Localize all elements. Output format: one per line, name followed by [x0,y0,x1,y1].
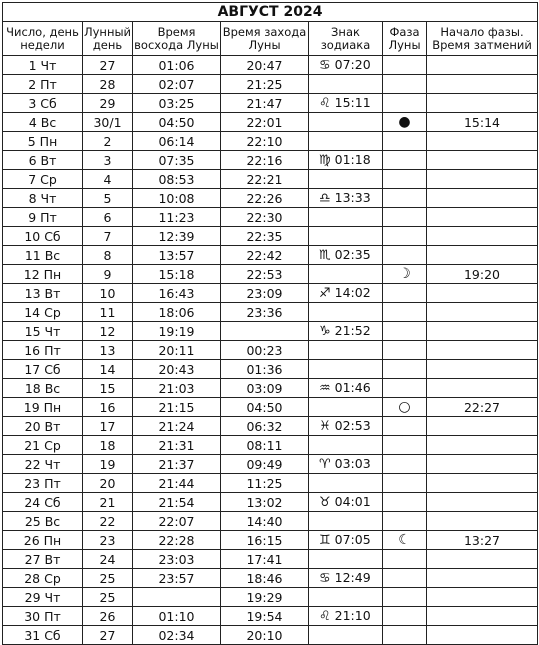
phase-start-cell [427,436,538,455]
zodiac-time: 01:18 [334,152,371,167]
phase-start-cell [427,569,538,588]
zodiac-sign-icon: ♎ [319,191,331,206]
moonrise-cell: 21:03 [133,379,221,398]
zodiac-time: 04:01 [334,494,371,509]
zodiac-cell [309,455,383,474]
day-cell: 2 Пт [3,75,83,94]
moonset-cell: 21:25 [221,75,309,94]
moon-phase-icon [383,607,427,626]
table-row [3,493,538,512]
moonset-cell [221,322,309,341]
lunar-day-cell: 25 [83,569,133,588]
moonrise-cell: 13:57 [133,246,221,265]
moon-phase-icon [383,341,427,360]
moon-phase-icon [383,246,427,265]
table-row [3,569,538,588]
moon-phase-icon [383,569,427,588]
zodiac-sign-icon: ♈ [319,457,331,472]
lunar-day-cell: 29 [83,94,133,113]
table-row [3,303,538,322]
zodiac-time: 03:03 [334,456,371,471]
moonrise-cell: 01:10 [133,607,221,626]
moonrise-cell: 22:07 [133,512,221,531]
lunar-day-cell: 22 [83,512,133,531]
moonrise-cell: 21:24 [133,417,221,436]
phase-start-cell [427,474,538,493]
table-row [3,417,538,436]
moonrise-cell: 18:06 [133,303,221,322]
zodiac-cell [309,189,383,208]
zodiac-cell [309,75,383,94]
table-row [3,208,538,227]
moonset-cell: 09:49 [221,455,309,474]
lunar-day-cell: 10 [83,284,133,303]
moonset-cell: 11:25 [221,474,309,493]
moonset-cell: 13:02 [221,493,309,512]
zodiac-sign-icon: ♏ [319,248,331,263]
zodiac-cell [309,322,383,341]
lunar-day-cell: 9 [83,265,133,284]
phase-start-cell [427,341,538,360]
moon-calendar-table [2,2,538,645]
table-row [3,151,538,170]
day-cell: 23 Пт [3,474,83,493]
table-row [3,113,538,132]
header-phase-start: Начало фазы. Время затмений [427,22,538,56]
lunar-day-cell: 24 [83,550,133,569]
day-cell: 11 Вс [3,246,83,265]
moon-phase-icon [383,132,427,151]
moon-phase-icon [383,189,427,208]
moon-phase-icon [383,56,427,75]
table-row [3,379,538,398]
phase-start-cell [427,322,538,341]
moonrise-cell: 21:44 [133,474,221,493]
lunar-day-cell: 8 [83,246,133,265]
moon-phase-icon [383,151,427,170]
zodiac-cell [309,227,383,246]
lunar-day-cell: 11 [83,303,133,322]
zodiac-cell [309,398,383,417]
phase-start-cell [427,94,538,113]
moonrise-cell: 22:28 [133,531,221,550]
zodiac-time: 01:46 [334,380,371,395]
moonset-cell: 06:32 [221,417,309,436]
lunar-day-cell: 3 [83,151,133,170]
moon-phase-icon [383,493,427,512]
moonset-cell: 21:47 [221,94,309,113]
lunar-day-cell: 21 [83,493,133,512]
zodiac-cell [309,113,383,132]
lunar-day-cell: 30/1 [83,113,133,132]
phase-start-cell [427,493,538,512]
lunar-day-cell: 16 [83,398,133,417]
lunar-day-cell: 28 [83,75,133,94]
moon-phase-icon: ○ [383,398,427,417]
moon-phase-icon [383,474,427,493]
moonrise-cell: 21:15 [133,398,221,417]
moonrise-cell: 20:11 [133,341,221,360]
zodiac-sign-icon: ♒ [319,381,331,396]
zodiac-cell [309,94,383,113]
day-cell: 24 Сб [3,493,83,512]
moon-phase-icon [383,284,427,303]
zodiac-time: 02:35 [334,247,371,262]
header-moonrise: Время восхода Луны [133,22,221,56]
zodiac-cell [309,512,383,531]
zodiac-sign-icon: ♑ [319,324,331,339]
zodiac-cell [309,151,383,170]
moon-phase-icon: ● [383,113,427,132]
moonset-cell: 08:11 [221,436,309,455]
lunar-day-cell: 13 [83,341,133,360]
day-cell: 31 Сб [3,626,83,645]
moon-phase-icon [383,208,427,227]
moonrise-cell: 07:35 [133,151,221,170]
zodiac-cell [309,379,383,398]
moonset-cell: 23:09 [221,284,309,303]
zodiac-cell [309,417,383,436]
lunar-day-cell: 20 [83,474,133,493]
moonrise-cell: 19:19 [133,322,221,341]
lunar-day-cell: 5 [83,189,133,208]
zodiac-cell [309,56,383,75]
moonset-cell: 22:30 [221,208,309,227]
day-cell: 3 Сб [3,94,83,113]
lunar-day-cell: 19 [83,455,133,474]
zodiac-cell [309,474,383,493]
zodiac-time: 21:52 [334,323,371,338]
table-row [3,170,538,189]
moon-phase-icon [383,550,427,569]
moonset-cell: 22:26 [221,189,309,208]
zodiac-sign-icon: ♋ [319,58,331,73]
moonrise-cell: 16:43 [133,284,221,303]
moonrise-cell: 23:03 [133,550,221,569]
table-row [3,284,538,303]
day-cell: 18 Вс [3,379,83,398]
zodiac-sign-icon: ♐ [319,286,331,301]
phase-start-cell [427,75,538,94]
table-row [3,455,538,474]
moonset-cell: 03:09 [221,379,309,398]
day-cell: 26 Пн [3,531,83,550]
lunar-day-cell: 2 [83,132,133,151]
phase-start-cell [427,56,538,75]
phase-start-cell [427,246,538,265]
lunar-day-cell: 23 [83,531,133,550]
zodiac-sign-icon: ♉ [319,495,331,510]
day-cell: 21 Ср [3,436,83,455]
phase-start-cell [427,417,538,436]
table-row [3,550,538,569]
lunar-day-cell: 17 [83,417,133,436]
moon-phase-icon [383,75,427,94]
day-cell: 1 Чт [3,56,83,75]
table-row [3,341,538,360]
moon-phase-icon [383,303,427,322]
phase-start-cell [427,626,538,645]
moonrise-cell: 03:25 [133,94,221,113]
header-phase: Фаза Луны [383,22,427,56]
phase-start-cell [427,588,538,607]
table-row [3,246,538,265]
moonset-cell: 01:36 [221,360,309,379]
phase-start-cell [427,512,538,531]
moonset-cell: 22:42 [221,246,309,265]
zodiac-cell [309,265,383,284]
moonset-cell: 19:54 [221,607,309,626]
zodiac-sign-icon: ♓ [319,419,331,434]
moonset-cell: 22:53 [221,265,309,284]
zodiac-time: 15:11 [334,95,371,110]
zodiac-cell [309,436,383,455]
moonset-cell: 22:10 [221,132,309,151]
moonrise-cell: 06:14 [133,132,221,151]
zodiac-cell [309,550,383,569]
table-row [3,227,538,246]
day-cell: 8 Чт [3,189,83,208]
moon-phase-icon [383,94,427,113]
moonset-cell: 19:29 [221,588,309,607]
phase-start-cell [427,189,538,208]
header-moonset: Время захода Луны [221,22,309,56]
phase-start-cell [427,455,538,474]
moonset-cell: 23:36 [221,303,309,322]
moon-phase-icon [383,436,427,455]
zodiac-time: 02:53 [334,418,371,433]
zodiac-time: 07:05 [334,532,371,547]
phase-start-cell: 13:27 [427,531,538,550]
moon-phase-icon [383,170,427,189]
day-cell: 12 Пн [3,265,83,284]
day-cell: 15 Чт [3,322,83,341]
table-row [3,189,538,208]
lunar-day-cell: 18 [83,436,133,455]
table-row [3,398,538,417]
day-cell: 19 Пн [3,398,83,417]
moonrise-cell: 20:43 [133,360,221,379]
table-title: АВГУСТ 2024 [3,3,538,22]
table-row [3,607,538,626]
moonset-cell: 20:10 [221,626,309,645]
phase-start-cell [427,170,538,189]
day-cell: 4 Вс [3,113,83,132]
zodiac-time: 07:20 [334,57,371,72]
header-lunar-day: Лунный день [83,22,133,56]
table-row [3,265,538,284]
zodiac-cell [309,303,383,322]
zodiac-cell [309,360,383,379]
phase-start-cell: 19:20 [427,265,538,284]
zodiac-cell [309,132,383,151]
lunar-day-cell: 25 [83,588,133,607]
moonset-cell: 22:16 [221,151,309,170]
moon-phase-icon [383,512,427,531]
day-cell: 13 Вт [3,284,83,303]
day-cell: 16 Пт [3,341,83,360]
phase-start-cell [427,208,538,227]
moonrise-cell: 01:06 [133,56,221,75]
phase-start-cell [427,550,538,569]
moonset-cell: 16:15 [221,531,309,550]
phase-start-cell [427,132,538,151]
lunar-day-cell: 12 [83,322,133,341]
moonrise-cell: 11:23 [133,208,221,227]
zodiac-cell [309,569,383,588]
zodiac-sign-icon: ♌ [319,96,331,111]
zodiac-cell [309,531,383,550]
moonset-cell: 04:50 [221,398,309,417]
table-row [3,512,538,531]
day-cell: 27 Вт [3,550,83,569]
moonrise-cell: 02:34 [133,626,221,645]
phase-start-cell [427,227,538,246]
zodiac-sign-icon: ♌ [319,609,331,624]
moon-phase-icon [383,588,427,607]
phase-start-cell [427,379,538,398]
moonrise-cell: 23:57 [133,569,221,588]
zodiac-time: 21:10 [334,608,371,623]
moonset-cell: 17:41 [221,550,309,569]
moonset-cell: 22:21 [221,170,309,189]
moonrise-cell: 02:07 [133,75,221,94]
table-row [3,360,538,379]
table-row [3,588,538,607]
zodiac-cell [309,170,383,189]
phase-start-cell [427,284,538,303]
zodiac-cell [309,493,383,512]
moonrise-cell: 08:53 [133,170,221,189]
phase-start-cell [427,360,538,379]
moonset-cell: 22:35 [221,227,309,246]
moonrise-cell: 04:50 [133,113,221,132]
lunar-day-cell: 15 [83,379,133,398]
day-cell: 7 Ср [3,170,83,189]
lunar-day-cell: 4 [83,170,133,189]
table-row [3,322,538,341]
phase-start-cell [427,151,538,170]
day-cell: 20 Вт [3,417,83,436]
table-row [3,531,538,550]
day-cell: 30 Пт [3,607,83,626]
moon-phase-icon [383,322,427,341]
moonrise-cell: 10:08 [133,189,221,208]
zodiac-time: 14:02 [334,285,371,300]
table-row [3,132,538,151]
zodiac-time: 13:33 [334,190,371,205]
header-zodiac: Знак зодиака [309,22,383,56]
day-cell: 17 Сб [3,360,83,379]
day-cell: 28 Ср [3,569,83,588]
moon-phase-icon [383,455,427,474]
moon-phase-icon [383,360,427,379]
zodiac-sign-icon: ♋ [319,571,331,586]
lunar-day-cell: 14 [83,360,133,379]
zodiac-cell [309,208,383,227]
zodiac-time: 12:49 [334,570,371,585]
table-row [3,474,538,493]
lunar-day-cell: 27 [83,626,133,645]
day-cell: 14 Ср [3,303,83,322]
zodiac-cell [309,341,383,360]
zodiac-cell [309,626,383,645]
table-row [3,56,538,75]
lunar-day-cell: 7 [83,227,133,246]
moonrise-cell: 15:18 [133,265,221,284]
moon-phase-icon: ☾ [383,531,427,550]
phase-start-cell: 22:27 [427,398,538,417]
zodiac-sign-icon: ♍ [319,153,331,168]
table-row [3,75,538,94]
moonrise-cell: 12:39 [133,227,221,246]
moonrise-cell [133,588,221,607]
zodiac-cell [309,246,383,265]
day-cell: 6 Вт [3,151,83,170]
moonrise-cell: 21:54 [133,493,221,512]
moon-phase-icon: ☽ [383,265,427,284]
day-cell: 22 Чт [3,455,83,474]
day-cell: 10 Сб [3,227,83,246]
zodiac-cell [309,284,383,303]
moon-phase-icon [383,227,427,246]
lunar-day-cell: 6 [83,208,133,227]
zodiac-sign-icon: ♊ [319,533,331,548]
phase-start-cell: 15:14 [427,113,538,132]
moon-phase-icon [383,379,427,398]
day-cell: 25 Вс [3,512,83,531]
lunar-day-cell: 27 [83,56,133,75]
moonset-cell: 22:01 [221,113,309,132]
moonrise-cell: 21:37 [133,455,221,474]
table-row [3,94,538,113]
lunar-day-cell: 26 [83,607,133,626]
moonset-cell: 00:23 [221,341,309,360]
moonset-cell: 14:40 [221,512,309,531]
zodiac-cell [309,588,383,607]
moon-phase-icon [383,417,427,436]
moonrise-cell: 21:31 [133,436,221,455]
moon-phase-icon [383,626,427,645]
day-cell: 5 Пн [3,132,83,151]
day-cell: 29 Чт [3,588,83,607]
table-row [3,436,538,455]
moonset-cell: 20:47 [221,56,309,75]
day-cell: 9 Пт [3,208,83,227]
phase-start-cell [427,607,538,626]
table-row [3,626,538,645]
phase-start-cell [427,303,538,322]
moonset-cell: 18:46 [221,569,309,588]
zodiac-cell [309,607,383,626]
header-day: Число, день недели [3,22,83,56]
